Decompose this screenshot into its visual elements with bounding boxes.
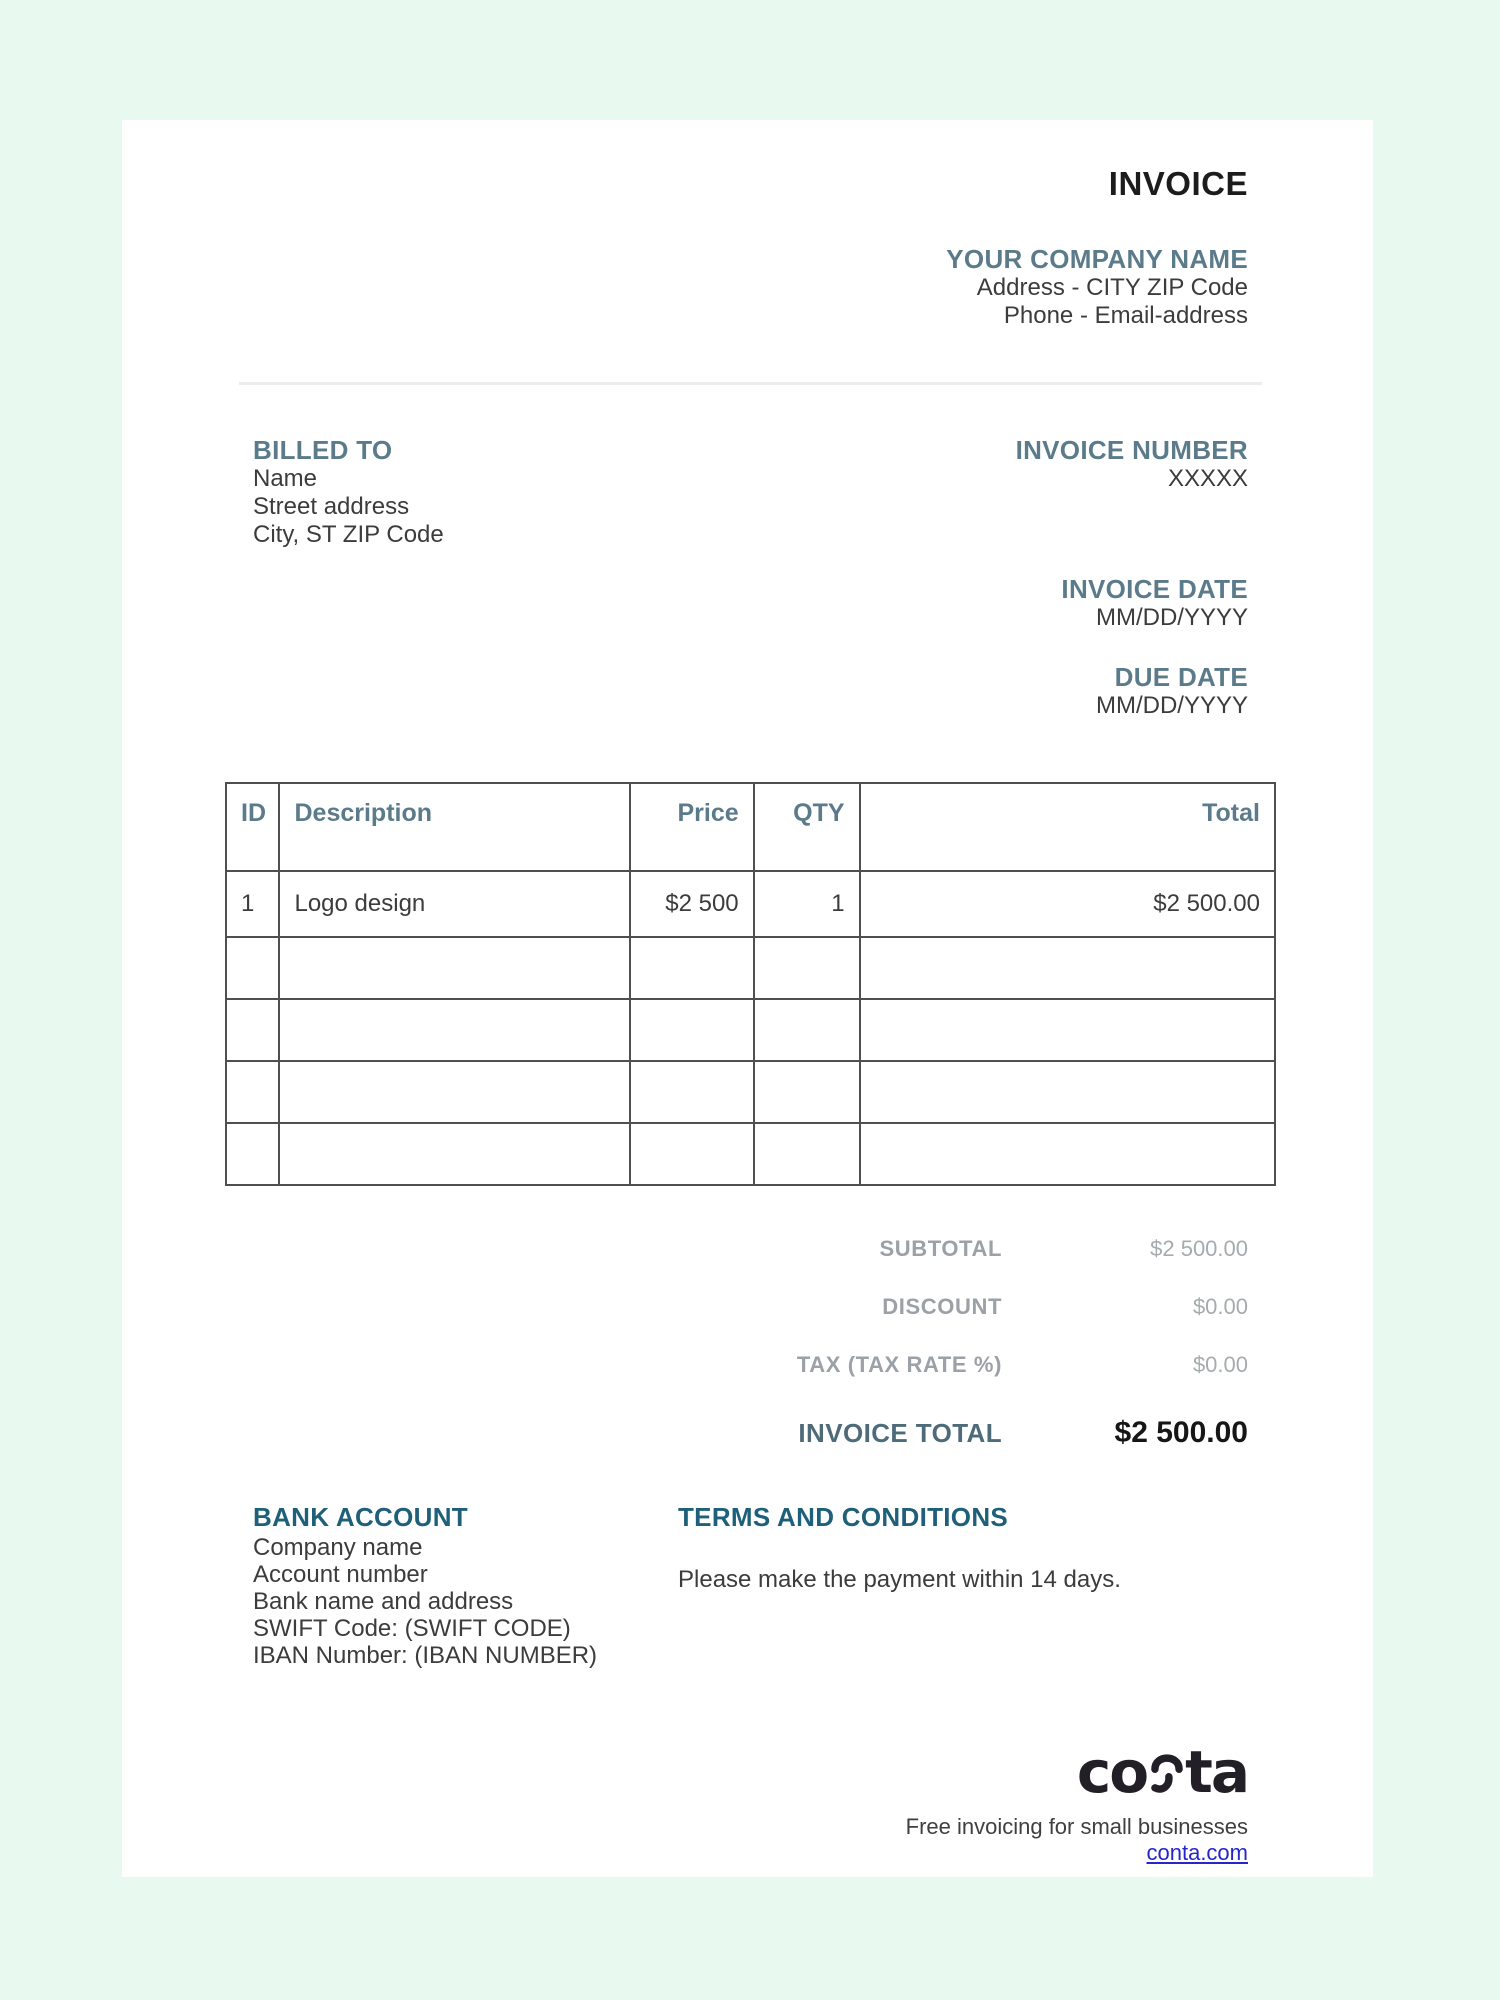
tax-value: $0.00 <box>1192 1352 1248 1377</box>
cell-qty <box>754 1123 860 1185</box>
table-header-row <box>226 783 1275 871</box>
terms-block <box>678 1502 1262 1669</box>
cell-total <box>860 1123 1275 1185</box>
bank-account-label: BANK ACCOUNT <box>253 1502 468 1532</box>
billed-to-label: BILLED TO <box>253 435 393 465</box>
invoice-date-value: MM/DD/YYYY <box>1095 604 1248 631</box>
billed-to-name: Name <box>253 465 318 492</box>
cell-price <box>630 999 754 1061</box>
invoice-total-label: INVOICE TOTAL <box>798 1418 1002 1448</box>
cell-description <box>279 999 629 1061</box>
logo-text-right: ta <box>1185 1738 1248 1806</box>
company-name: YOUR COMPANY NAME <box>946 244 1248 274</box>
cell-description: Logo design <box>279 871 629 937</box>
invoice-date-block <box>239 574 1262 632</box>
col-header-description: Description <box>279 783 629 871</box>
footer <box>239 1738 1262 1866</box>
conta-swirl-icon <box>1148 1747 1186 1808</box>
cell-total: $2 500.00 <box>860 871 1275 937</box>
conta-logo <box>1076 1738 1248 1808</box>
col-header-price: Price <box>630 783 754 871</box>
cell-description <box>279 1123 629 1185</box>
tax-row <box>239 1352 1262 1378</box>
cell-id <box>226 937 279 999</box>
cell-description <box>279 1061 629 1123</box>
invoice-date-label: INVOICE DATE <box>1061 574 1248 604</box>
cell-id: 1 <box>226 871 279 937</box>
cell-total <box>860 1061 1275 1123</box>
invoice-number-value: XXXXX <box>1167 465 1248 492</box>
page-title: INVOICE <box>1108 165 1248 202</box>
billed-to-city: City, ST ZIP Code <box>253 521 444 548</box>
cell-total <box>860 937 1275 999</box>
company-address: Address - CITY ZIP Code <box>976 274 1248 301</box>
bank-swift-code: SWIFT Code: (SWIFT CODE) <box>253 1615 571 1642</box>
conta-link[interactable]: conta.com <box>1146 1840 1248 1865</box>
cell-qty <box>754 937 860 999</box>
bank-iban-number: IBAN Number: (IBAN NUMBER) <box>253 1642 598 1669</box>
bank-account-number: Account number <box>253 1561 428 1588</box>
discount-row <box>239 1294 1262 1320</box>
due-date-label: DUE DATE <box>1114 662 1248 692</box>
billed-to-street: Street address <box>253 493 410 520</box>
subtotal-label: SUBTOTAL <box>879 1236 1002 1261</box>
cell-qty <box>754 1061 860 1123</box>
col-header-total: Total <box>860 783 1275 871</box>
terms-text: Please make the payment within 14 days. <box>678 1566 1121 1593</box>
invoice-number-block <box>1016 435 1262 549</box>
table-row <box>226 1123 1275 1185</box>
table-row <box>226 871 1275 937</box>
bank-name-address: Bank name and address <box>253 1588 514 1615</box>
cell-price <box>630 1123 754 1185</box>
company-contact: Phone - Email-address <box>1003 302 1248 329</box>
bank-account-block <box>239 1502 678 1669</box>
company-block <box>239 244 1262 330</box>
bank-company-name: Company name <box>253 1534 423 1561</box>
invoice-total-value: $2 500.00 <box>1114 1416 1248 1449</box>
due-date-block <box>239 662 1262 720</box>
cell-id <box>226 999 279 1061</box>
subtotal-value: $2 500.00 <box>1150 1236 1248 1261</box>
col-header-id: ID <box>226 783 279 871</box>
billed-to-block <box>239 435 444 549</box>
cell-qty: 1 <box>754 871 860 937</box>
table-row <box>226 937 1275 999</box>
cell-total <box>860 999 1275 1061</box>
table-row <box>226 999 1275 1061</box>
cell-id <box>226 1123 279 1185</box>
invoice-total-row <box>239 1416 1262 1450</box>
tax-label: TAX (TAX RATE %) <box>796 1352 1002 1377</box>
cell-price <box>630 1061 754 1123</box>
due-date-value: MM/DD/YYYY <box>1095 692 1248 719</box>
terms-label: TERMS AND CONDITIONS <box>678 1502 1009 1532</box>
cell-price <box>630 937 754 999</box>
cell-qty <box>754 999 860 1061</box>
table-row <box>226 1061 1275 1123</box>
cell-id <box>226 1061 279 1123</box>
invoice-page <box>122 120 1373 1877</box>
cell-description <box>279 937 629 999</box>
cell-price: $2 500 <box>630 871 754 937</box>
invoice-number-label: INVOICE NUMBER <box>1015 435 1248 465</box>
header-divider <box>239 382 1262 385</box>
subtotal-row <box>239 1236 1262 1262</box>
logo-text-left: co <box>1076 1738 1148 1806</box>
discount-value: $0.00 <box>1192 1294 1248 1319</box>
totals-section <box>239 1236 1262 1450</box>
col-header-qty: QTY <box>754 783 860 871</box>
line-items-table <box>225 782 1276 1186</box>
discount-label: DISCOUNT <box>882 1294 1002 1319</box>
footer-tagline: Free invoicing for small businesses <box>905 1814 1248 1839</box>
